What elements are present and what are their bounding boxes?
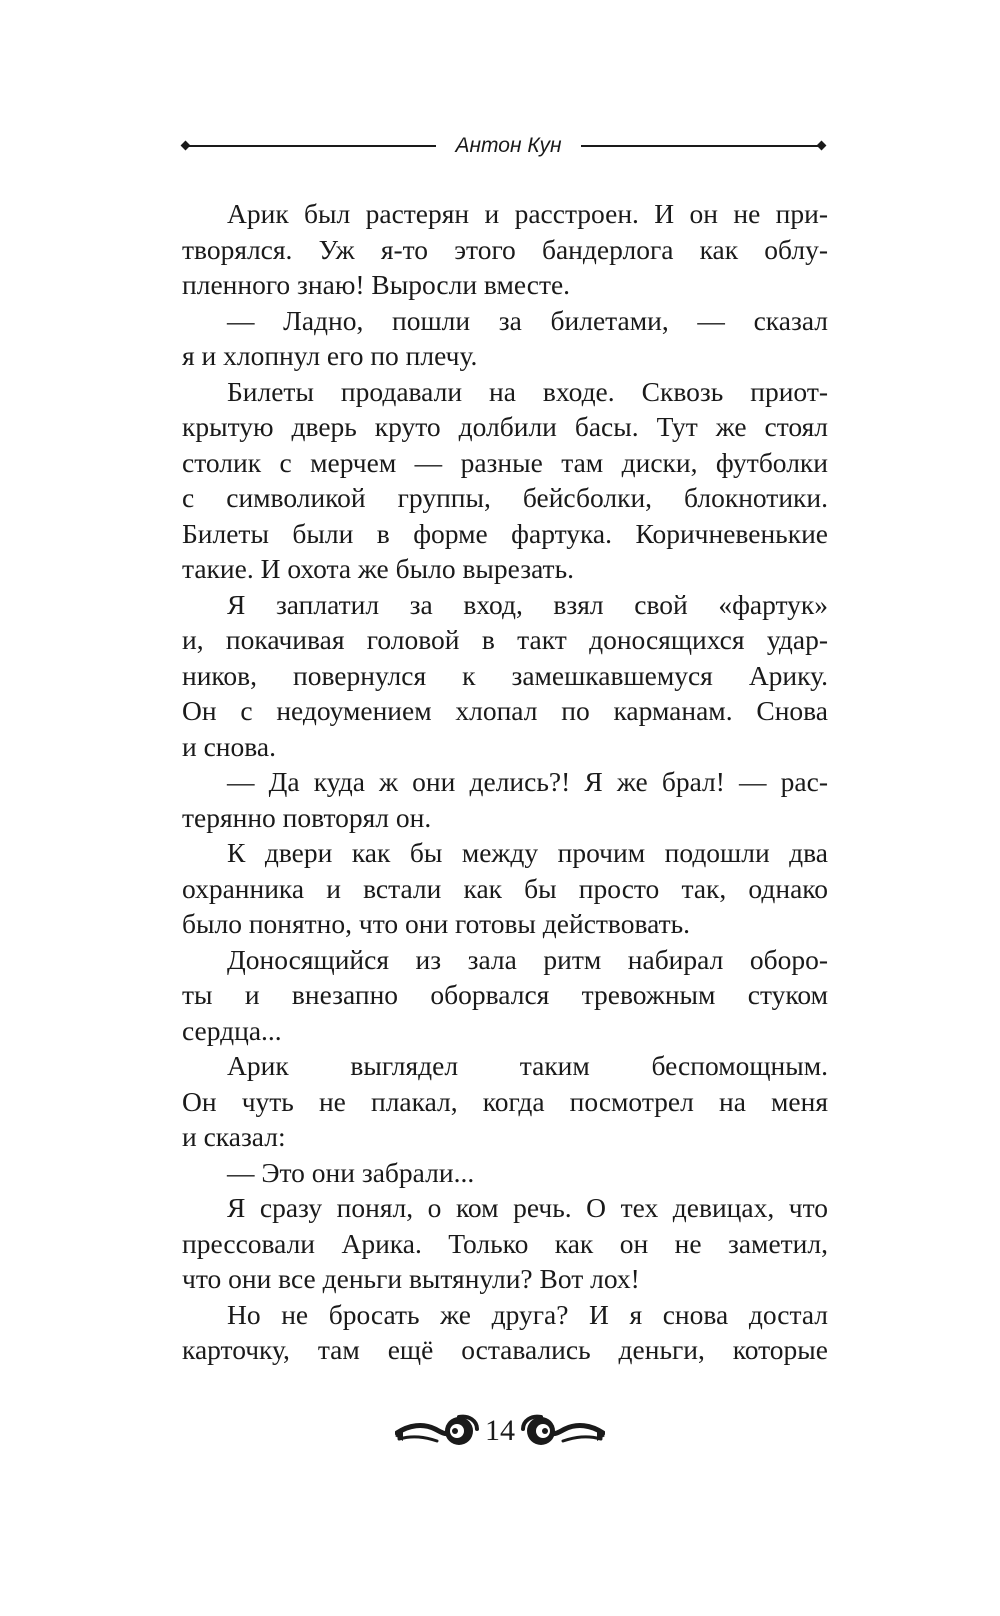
text-line: Арик был растерян и расстроен. И он не при-: [227, 198, 828, 229]
text-line: творялся. Уж я-то этого бандерлога как облу-: [182, 233, 828, 265]
text-line: Он чуть не плакал, когда посмотрел на меня: [182, 1085, 828, 1117]
text-line: Билеты продавали на входе. Сквозь приот-: [227, 375, 828, 407]
text-line: Он с недоумением хлопал по карманам. Снова: [182, 695, 828, 726]
text-line: такие. И охота же было вырезать.: [182, 553, 574, 584]
text-line: крытую дверь круто долбили басы. Тут же стоял: [182, 411, 828, 442]
running-head-left-rule: [186, 145, 436, 147]
text-line: сердца...: [182, 1014, 282, 1046]
left-swirl-ornament-icon: [395, 1409, 479, 1455]
text-line: — Это они забрали...: [227, 1156, 475, 1188]
text-line: терянно повторял он.: [182, 801, 432, 833]
text-line: прессовали Арика. Только как он не заметил,: [182, 1227, 828, 1259]
running-head-right-rule: [581, 145, 820, 147]
text-line: я и хлопнул его по плечу.: [182, 340, 478, 371]
page-number: 14: [485, 1414, 515, 1447]
text-line: и снова.: [182, 730, 276, 762]
right-swirl-ornament-icon: [521, 1409, 605, 1455]
running-head-author: Антон Кун: [455, 134, 562, 157]
text-line: было понятно, что они готовы действовать.: [182, 908, 691, 939]
text-line: Но не бросать же друга? И я снова достал: [227, 1298, 828, 1330]
running-head: [182, 131, 826, 161]
text-line: и сказал:: [182, 1121, 286, 1152]
text-line: — Да куда ж они делись?! Я же брал! — рас-: [227, 766, 828, 797]
text-line: ников, повернулся к замешкавшемуся Арику.: [182, 659, 828, 691]
text-line: и, покачивая головой в такт доносящихся удар-: [182, 624, 828, 655]
text-line: ты и внезапно оборвался тревожным стуком: [182, 979, 828, 1010]
text-line: — Ладно, пошли за билетами, — сказал: [227, 304, 828, 336]
text-line: с символикой группы, бейсболки, блокнотики.: [182, 482, 828, 513]
text-line: охранника и встали как бы просто так, однако: [182, 872, 828, 904]
body-text: [182, 196, 828, 1368]
text-line: столик с мерчем — разные там диски, футболки: [182, 446, 828, 478]
page-footer: [395, 1405, 605, 1465]
text-line: карточку, там ещё оставались деньги, которые: [182, 1334, 828, 1365]
text-line: Я сразу понял, о ком речь. О тех девицах, что: [227, 1192, 828, 1223]
text-line: Доносящийся из зала ритм набирал оборо-: [227, 943, 828, 975]
text-line: Билеты были в форме фартука. Коричневенькие: [182, 517, 828, 549]
text-line: пленного знаю! Выросли вместе.: [182, 269, 571, 300]
running-head-right-diamond: [817, 141, 827, 151]
text-line: что они все деньги вытянули? Вот лох!: [182, 1263, 640, 1294]
text-line: Арик выглядел таким беспомощным.: [227, 1050, 828, 1081]
text-line: Я заплатил за вход, взял свой «фартук»: [227, 588, 828, 620]
text-line: К двери как бы между прочим подошли два: [227, 837, 828, 868]
